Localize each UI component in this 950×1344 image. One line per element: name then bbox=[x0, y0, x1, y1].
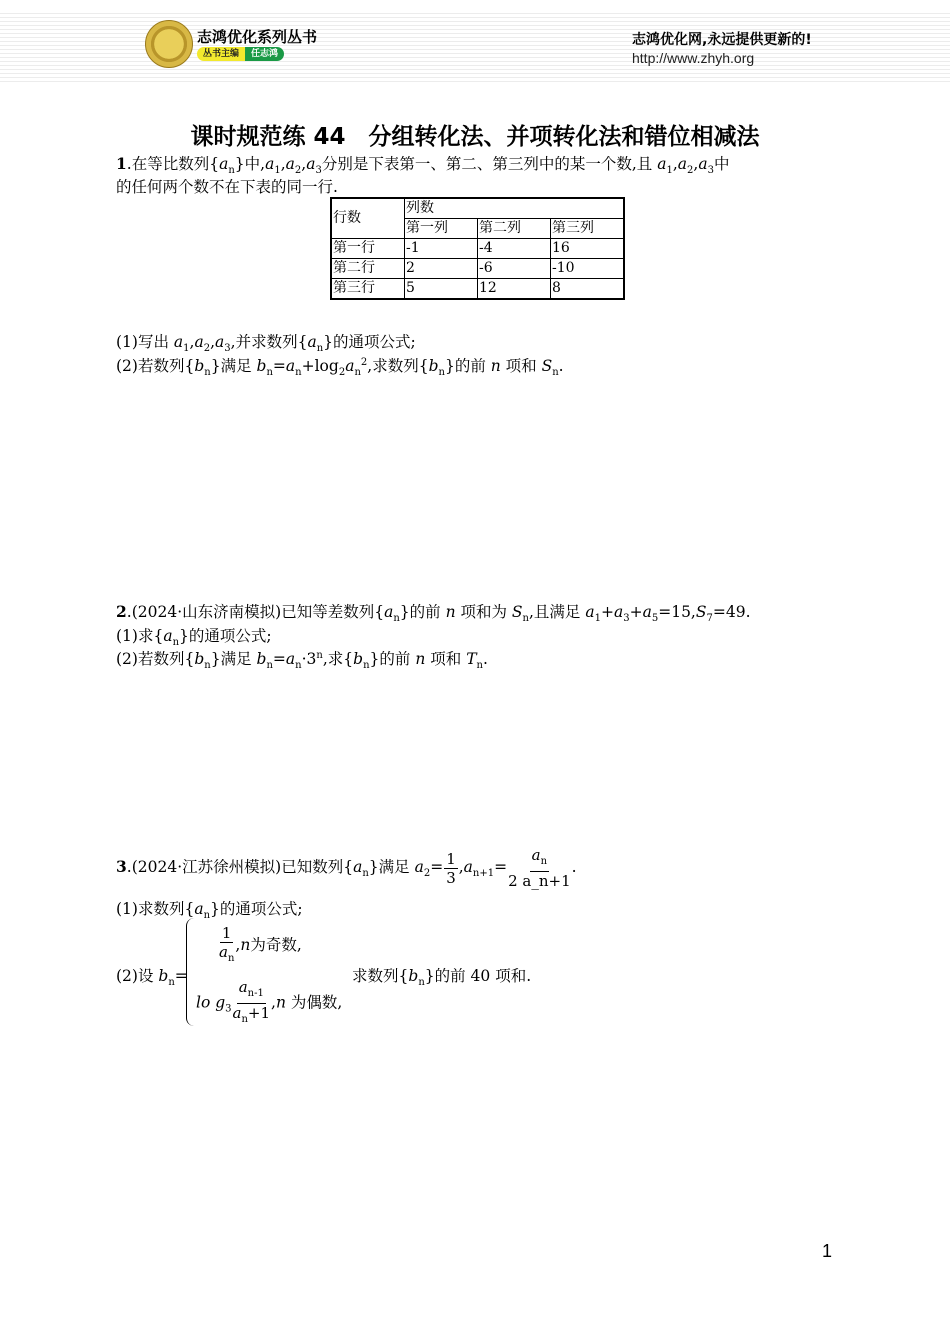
math-var: a bbox=[219, 155, 229, 173]
cell: 第二行 bbox=[331, 259, 405, 279]
text: }中, bbox=[234, 155, 266, 173]
math-var: a bbox=[353, 858, 363, 876]
text: ,求数列{ bbox=[367, 357, 429, 375]
subscript: n bbox=[204, 367, 211, 379]
text: , bbox=[271, 993, 276, 1012]
text: ,且满足 bbox=[528, 603, 586, 621]
subscript: 2 bbox=[338, 367, 346, 379]
frac-part bbox=[220, 924, 234, 943]
text: 项和 bbox=[425, 650, 467, 668]
frac-text: 2 a_n+1 bbox=[508, 872, 571, 890]
math-var: a bbox=[285, 155, 295, 173]
subscript: n bbox=[227, 953, 235, 964]
frac-text: 1 bbox=[446, 849, 456, 868]
cell: -1 bbox=[405, 239, 478, 259]
subscript: n bbox=[362, 868, 369, 880]
math-var: S bbox=[541, 357, 553, 375]
problem-number: 2 bbox=[116, 602, 127, 621]
text: (1)求数列{ bbox=[116, 900, 195, 918]
p1-line1 bbox=[116, 152, 729, 176]
text: (2)若数列{ bbox=[116, 357, 195, 375]
text: = bbox=[430, 858, 444, 876]
subscript: 7 bbox=[706, 613, 713, 625]
col-label: 第二列 bbox=[478, 219, 551, 239]
frac-part bbox=[444, 850, 458, 869]
subscript: 5 bbox=[651, 613, 659, 625]
subscript: n bbox=[552, 367, 559, 379]
text: (1)求{ bbox=[116, 627, 164, 645]
page-number: 1 bbox=[822, 1241, 833, 1261]
text: }的前 bbox=[369, 650, 416, 668]
fraction bbox=[233, 978, 271, 1029]
text: =15, bbox=[658, 603, 696, 621]
subscript: 3 bbox=[707, 165, 714, 177]
p1-q2 bbox=[116, 354, 564, 378]
math-var: b bbox=[256, 357, 267, 375]
subscript: 2 bbox=[294, 165, 302, 177]
text: 的任何两个数不在下表的同一行. bbox=[116, 178, 338, 196]
subscript: 1 bbox=[183, 343, 190, 355]
fraction bbox=[219, 924, 234, 968]
text: }的通项公式; bbox=[179, 627, 272, 645]
subscript: n bbox=[418, 977, 425, 989]
frac-part bbox=[530, 846, 549, 872]
subscript: n bbox=[228, 165, 235, 177]
text: +log bbox=[301, 357, 339, 375]
p3-q2-suffix bbox=[352, 964, 531, 988]
p3-q2-prefix bbox=[116, 964, 188, 988]
subscript: 3 bbox=[225, 1003, 232, 1015]
math-var: a bbox=[384, 603, 394, 621]
p3-case-odd bbox=[218, 924, 302, 968]
frac-text: 3 bbox=[446, 868, 456, 887]
cell: -10 bbox=[551, 259, 625, 279]
math-var: b bbox=[256, 650, 267, 668]
var: a bbox=[238, 978, 248, 996]
math-var: n bbox=[445, 603, 456, 621]
cell: -4 bbox=[478, 239, 551, 259]
subscript: n bbox=[363, 660, 370, 672]
text: , bbox=[693, 155, 699, 173]
math-var: a bbox=[677, 155, 688, 173]
math-var: a bbox=[463, 858, 473, 876]
math-var: b bbox=[428, 357, 439, 375]
subscript: n bbox=[354, 367, 361, 379]
superscript: 2 bbox=[360, 356, 368, 368]
subscript: n bbox=[266, 660, 273, 672]
math-var: a bbox=[657, 155, 667, 173]
subscript: n-1 bbox=[247, 988, 264, 999]
editor-name: 任志鸿 bbox=[245, 47, 284, 61]
math-var: n bbox=[240, 936, 251, 954]
math-var: n bbox=[415, 650, 426, 668]
text: (2)若数列{ bbox=[116, 650, 195, 668]
math-var: a bbox=[285, 650, 296, 668]
subscript: n bbox=[393, 613, 400, 625]
col-label: 第三列 bbox=[551, 219, 625, 239]
p2-line1 bbox=[116, 600, 751, 624]
text: =49. bbox=[712, 603, 751, 621]
math-var: a bbox=[173, 333, 184, 351]
subscript: 1 bbox=[274, 165, 281, 177]
math-var: a bbox=[285, 357, 296, 375]
subscript: 2 bbox=[423, 868, 431, 880]
frac-part bbox=[237, 978, 266, 1004]
subscript: 1 bbox=[666, 165, 673, 177]
text: = bbox=[174, 967, 188, 985]
text: 项和为 bbox=[455, 603, 512, 621]
text: }的前 40 项和. bbox=[424, 967, 532, 985]
p3-case-even bbox=[196, 978, 342, 1029]
subscript: n+1 bbox=[472, 868, 495, 880]
math-var: n bbox=[275, 993, 286, 1012]
cell: 16 bbox=[551, 239, 625, 259]
subscript: n bbox=[295, 367, 302, 379]
text: 为奇数, bbox=[250, 936, 302, 954]
text: = bbox=[494, 858, 508, 876]
page-title: 课时规范练 44 分组转化法、并项转化法和错位相减法 bbox=[190, 124, 760, 150]
subscript: n bbox=[522, 613, 529, 625]
text: , bbox=[301, 155, 307, 173]
subscript: 3 bbox=[623, 613, 630, 625]
text: }满足 bbox=[210, 650, 257, 668]
subscript: n bbox=[204, 660, 211, 672]
var: a bbox=[232, 1004, 242, 1022]
text: , bbox=[458, 858, 464, 876]
text: 项和 bbox=[500, 357, 542, 375]
table-row bbox=[331, 279, 624, 300]
piecewise-brace bbox=[186, 918, 195, 1026]
cell: -6 bbox=[478, 259, 551, 279]
p3-line1 bbox=[116, 846, 577, 890]
text: + bbox=[600, 603, 614, 621]
editor-badge bbox=[197, 47, 284, 61]
var: a bbox=[219, 943, 228, 961]
var: a bbox=[531, 846, 541, 864]
frac-part bbox=[446, 869, 456, 887]
p2-q1 bbox=[116, 624, 272, 648]
subscript: n bbox=[540, 856, 548, 867]
subscript: n bbox=[266, 367, 273, 379]
math-var: lo g bbox=[196, 993, 226, 1012]
text: }的前 bbox=[399, 603, 446, 621]
text: 为偶数, bbox=[285, 993, 343, 1012]
subscript: n bbox=[438, 367, 445, 379]
problem-number: 1 bbox=[116, 154, 127, 173]
math-var: a bbox=[194, 333, 204, 351]
fraction bbox=[444, 850, 458, 887]
text: , bbox=[280, 155, 286, 173]
text: = bbox=[272, 357, 286, 375]
text: }的通项公式; bbox=[323, 333, 416, 351]
math-var: T bbox=[466, 650, 477, 668]
math-var: b bbox=[194, 650, 205, 668]
cell: 第一行 bbox=[331, 239, 405, 259]
brand-name: 志鸿优化系列丛书 bbox=[197, 28, 318, 46]
p1-line2 bbox=[116, 175, 338, 197]
math-var: b bbox=[194, 357, 205, 375]
slogan: 志鸿优化网,永远提供更新的! bbox=[632, 32, 812, 48]
text: .(2024·江苏徐州模拟)已知数列{ bbox=[126, 858, 354, 876]
website-link[interactable]: http://www.zhyh.org bbox=[632, 50, 755, 66]
table-row bbox=[331, 239, 624, 259]
text: , bbox=[235, 936, 241, 954]
math-var: a bbox=[414, 858, 424, 876]
subscript: n bbox=[316, 343, 324, 355]
subscript: n bbox=[241, 1014, 248, 1025]
text: , bbox=[189, 333, 195, 351]
subscript: 3 bbox=[224, 343, 231, 355]
subscript: n bbox=[203, 910, 211, 922]
text: ,求{ bbox=[322, 650, 354, 668]
text: . bbox=[558, 357, 564, 375]
math-var: a bbox=[163, 627, 173, 645]
math-var: S bbox=[695, 603, 707, 621]
row-header: 行数 bbox=[331, 198, 405, 239]
col-header: 列数 bbox=[405, 198, 625, 219]
text: ,并求数列{ bbox=[230, 333, 308, 351]
math-var: a bbox=[613, 603, 624, 621]
subscript: 1 bbox=[594, 613, 601, 625]
text: 求数列{ bbox=[352, 967, 409, 985]
text: = bbox=[272, 650, 286, 668]
subscript: 3 bbox=[315, 165, 322, 177]
math-var: a bbox=[345, 357, 355, 375]
data-table bbox=[330, 197, 625, 300]
math-var: a bbox=[307, 333, 317, 351]
text: }的前 bbox=[444, 357, 491, 375]
text: , bbox=[672, 155, 678, 173]
math-var: a bbox=[265, 155, 275, 173]
text: . bbox=[482, 650, 488, 668]
text: }满足 bbox=[368, 858, 415, 876]
text: 中 bbox=[713, 155, 730, 173]
cell: 第三行 bbox=[331, 279, 405, 300]
p2-q2 bbox=[116, 647, 488, 671]
subscript: n bbox=[295, 660, 302, 672]
table-row bbox=[331, 259, 624, 279]
math-var: b bbox=[408, 967, 419, 985]
math-var: a bbox=[642, 603, 652, 621]
text: . bbox=[571, 858, 577, 876]
text: .(2024·山东济南模拟)已知等差数列{ bbox=[126, 603, 385, 621]
p3-q1 bbox=[116, 897, 303, 921]
text: , bbox=[210, 333, 216, 351]
frac-part: $a_n+1$ bbox=[232, 1004, 271, 1025]
editor-label: 丛书主编 bbox=[197, 47, 245, 61]
cell: 2 bbox=[405, 259, 478, 279]
math-var: S bbox=[511, 603, 523, 621]
subscript: n bbox=[172, 637, 180, 649]
text: .在等比数列{ bbox=[126, 155, 220, 173]
math-var: n bbox=[490, 357, 501, 375]
subscript: 2 bbox=[687, 165, 694, 177]
fraction bbox=[508, 846, 571, 890]
frac-text: 1 bbox=[221, 924, 232, 942]
p1-q1 bbox=[116, 330, 416, 354]
frac-part bbox=[508, 872, 571, 890]
text: }满足 bbox=[210, 357, 257, 375]
cell: 12 bbox=[478, 279, 551, 300]
superscript: n bbox=[316, 649, 323, 661]
subscript: n bbox=[168, 977, 175, 989]
math-var: a bbox=[306, 155, 316, 173]
math-var: a bbox=[215, 333, 225, 351]
subscript: n bbox=[476, 660, 483, 672]
cell: 5 bbox=[405, 279, 478, 300]
frac-part bbox=[219, 943, 234, 968]
math-var: a bbox=[698, 155, 708, 173]
text: ·3 bbox=[301, 650, 317, 668]
text: + bbox=[629, 603, 643, 621]
publisher-logo-icon bbox=[145, 20, 193, 68]
subscript: 2 bbox=[203, 343, 211, 355]
math-var: b bbox=[353, 650, 364, 668]
math-var: b bbox=[158, 967, 169, 985]
text: }的通项公式; bbox=[210, 900, 303, 918]
text: (1)写出 bbox=[116, 333, 174, 351]
text: (2)设 bbox=[116, 967, 159, 985]
math-var: a bbox=[194, 900, 204, 918]
problem-number: 3 bbox=[116, 857, 127, 876]
cell: 8 bbox=[551, 279, 625, 300]
math-var: a bbox=[585, 603, 595, 621]
col-label: 第一列 bbox=[405, 219, 478, 239]
text: 分别是下表第一、第二、第三列中的某一个数,且 bbox=[321, 155, 658, 173]
